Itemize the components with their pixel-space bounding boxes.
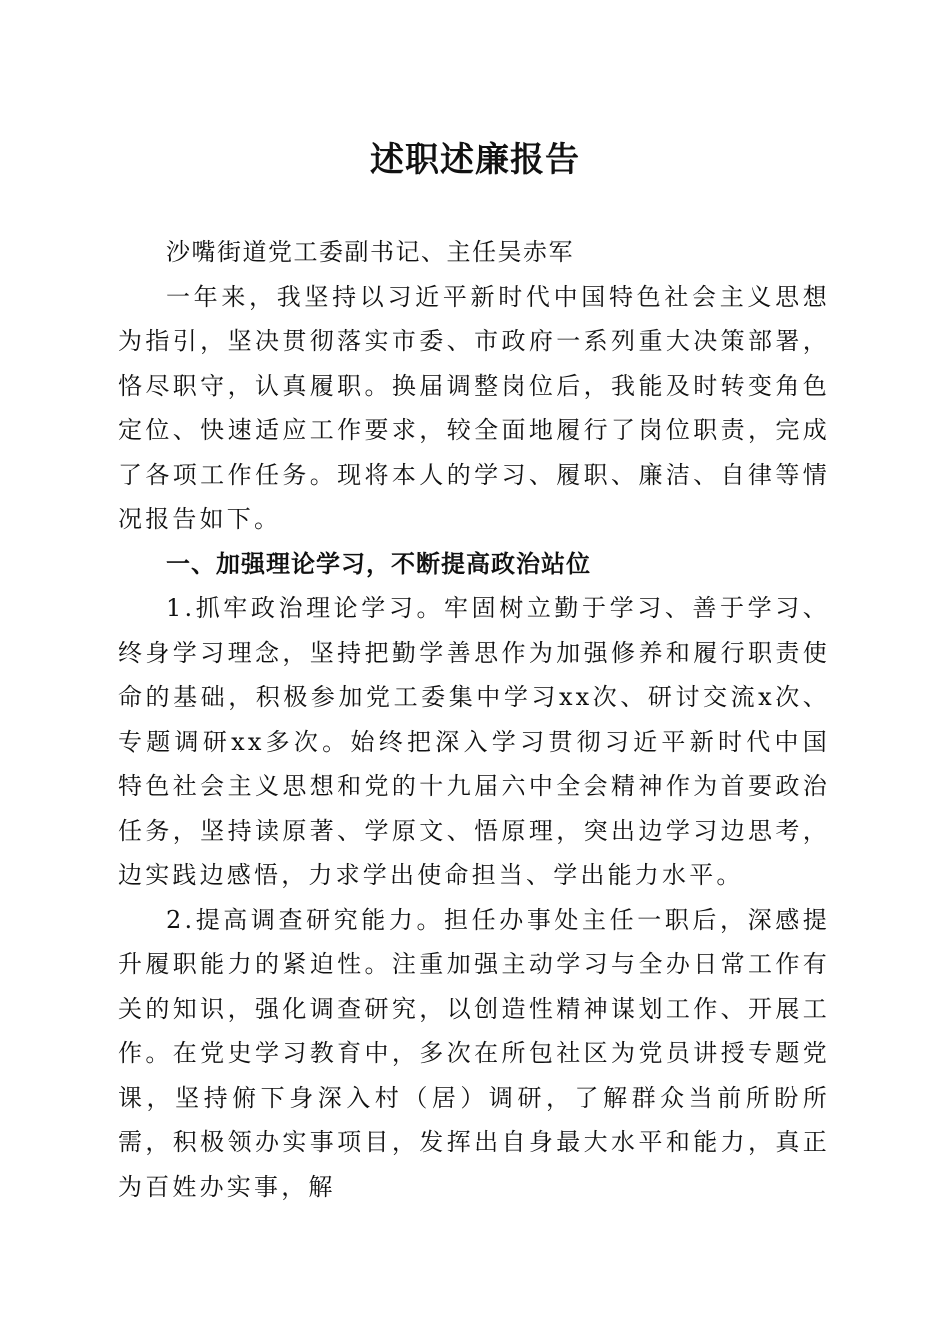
intro-paragraph: 一年来，我坚持以习近平新时代中国特色社会主义思想为指引，坚决贯彻落实市委、市政府一系列重大决策部署，恪尽职守，认真履职。换届调整岗位后，我能及时转变角色定位、快速适应工作要求，较全面地履行了岗位职责，完成了各项工作任务。现将本人的学习、履职、廉洁、自律等情况报告如下。 [118,282,830,533]
item-paragraph-1: 1.抓牢政治理论学习。牢固树立勤于学习、善于学习、终身学习理念，坚持把勤学善思作为加强修养和履行职责使命的基础，积极参加党工委集中学习xx次、研讨交流x次、专题调研xx多次。始终把深入学习贯彻习近平新时代中国特色社会主义思想和党的十九届六中全会精神作为首要政治任务，坚持读原著、学原文、悟原理，突出边学习边思考，边实践边感悟，力求学出使命担当、学出能力水平。 [118,594,830,889]
document-title: 述职述廉报告 [370,140,580,180]
item-paragraph-2: 2.提高调查研究能力。担任办事处主任一职后，深感提升履职能力的紧迫性。注重加强主动学习与全办日常工作有关的知识，强化调查研究，以创造性精神谋划工作、开展工作。在党史学习教育中，多次在所包社区为党员讲授专题党课，坚持俯下身深入村（居）调研，了解群众当前所盼所需，积极领办实事项目，发挥出自身最大水平和能力，真正为百姓办实事，解 [118,905,830,1201]
section-heading: 一、加强理论学习，不断提高政治站位 [166,549,591,578]
document-body [118,230,830,1209]
author-line: 沙嘴街道党工委副书记、主任吴赤军 [166,238,574,266]
